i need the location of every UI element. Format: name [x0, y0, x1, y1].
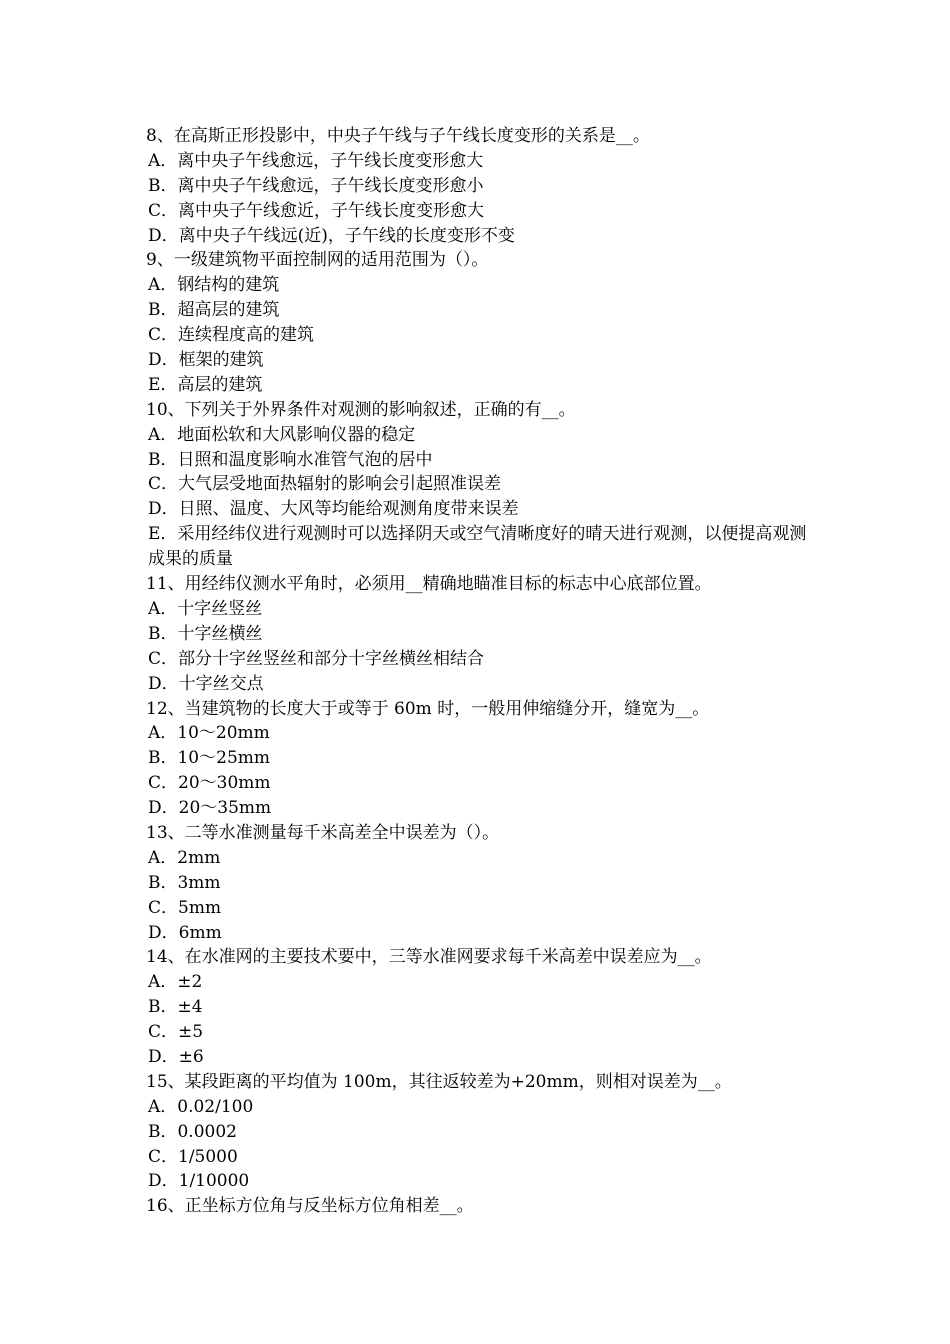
question-option: A．离中央子午线愈远，子午线长度变形愈大 [148, 150, 484, 171]
question-stem: 9、一级建筑物平面控制网的适用范围为（）。 [146, 250, 489, 271]
question-option: A．钢结构的建筑 [148, 275, 280, 296]
question-option: B．超高层的建筑 [148, 300, 280, 321]
question-option: A．10～20mm [148, 723, 270, 744]
question-option: E．采用经纬仪进行观测时可以选择阴天或空气清晰度好的晴天进行观测，以便提高观测成果的质量 [148, 524, 807, 570]
question-stem: 10、下列关于外界条件对观测的影响叙述，正确的有__。 [146, 399, 576, 420]
question-stem: 12、当建筑物的长度大于或等于 60m 时，一般用伸缩缝分开，缝宽为__。 [146, 698, 710, 719]
question-option: C．5mm [148, 897, 222, 918]
question-option: D．±6 [148, 1046, 204, 1067]
question-stem: 13、二等水准测量每千米高差全中误差为（）。 [146, 822, 500, 843]
question-option: D．十字丝交点 [148, 673, 264, 694]
question-option: D．20～35mm [148, 798, 272, 819]
question-option: D．日照、温度、大风等均能给观测角度带来误差 [148, 499, 519, 520]
question-option: B．0.0002 [148, 1121, 237, 1142]
question-option: B．±4 [148, 997, 203, 1018]
question-option: D．6mm [148, 922, 222, 943]
question-option: B．10～25mm [148, 748, 270, 769]
question-option: D．框架的建筑 [148, 350, 264, 371]
question-option: C．1/5000 [148, 1146, 238, 1167]
question-stem: 16、正坐标方位角与反坐标方位角相差__。 [146, 1196, 474, 1217]
question-option: E．高层的建筑 [148, 374, 263, 395]
question-option: A．±2 [148, 972, 203, 993]
question-option: C．大气层受地面热辐射的影响会引起照准误差 [148, 474, 502, 495]
question-option: C．部分十字丝竖丝和部分十字丝横丝相结合 [148, 648, 485, 669]
question-option: A．0.02/100 [148, 1096, 254, 1117]
question-option: B．十字丝横丝 [148, 623, 263, 644]
question-stem: 14、在水准网的主要技术要中，三等水准网要求每千米高差中误差应为__。 [146, 947, 712, 968]
question-option: C．20～30mm [148, 773, 271, 794]
question-option: A．地面松软和大风影响仪器的稳定 [148, 424, 416, 445]
question-option: A．十字丝竖丝 [148, 598, 263, 619]
question-option: D．离中央子午线远(近)，子午线的长度变形不变 [148, 225, 515, 246]
question-option: C．离中央子午线愈近，子午线长度变形愈大 [148, 200, 485, 221]
question-stem: 8、在高斯正形投影中，中央子午线与子午线长度变形的关系是__。 [146, 126, 650, 146]
question-option: C．连续程度高的建筑 [148, 325, 315, 346]
question-option: B．3mm [148, 872, 221, 893]
question-option: C．±5 [148, 1022, 204, 1043]
question-option: B．离中央子午线愈远，子午线长度变形愈小 [148, 175, 484, 196]
question-stem: 15、某段距离的平均值为 100m，其往返较差为+20mm，则相对误差为__。 [146, 1071, 732, 1092]
question-stem: 11、用经纬仪测水平角时，必须用__精确地瞄准目标的标志中心底部位置。 [146, 574, 712, 595]
question-option: A．2mm [148, 847, 221, 868]
question-option: B．日照和温度影响水准管气泡的居中 [148, 449, 433, 470]
question-option: D．1/10000 [148, 1171, 250, 1192]
question-list [146, 124, 814, 1219]
